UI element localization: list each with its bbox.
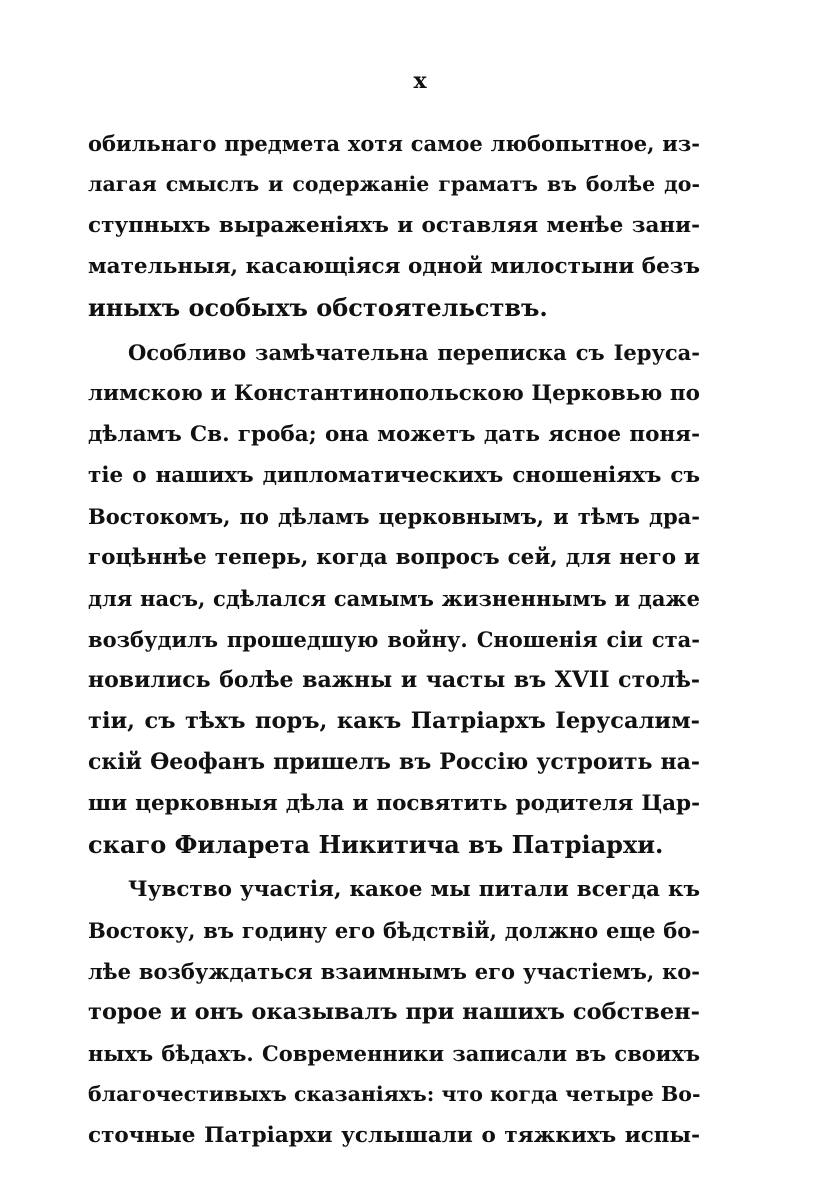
text-line: Востокомъ, по дѣламъ церковнымъ, и тѣмъ дра- xyxy=(88,504,700,529)
text-line: Востоку, въ годину его бѣдствій, должно еще бо- xyxy=(88,918,700,943)
text-line: гоцѣннѣе теперь, когда вопросъ сей, для него и xyxy=(88,545,700,570)
text-line: обильнаго предмета хотя самое любопытное, из- xyxy=(88,131,700,156)
text-line: для насъ, сдѣлался самымъ жизненнымъ и даже xyxy=(88,586,700,611)
paragraph xyxy=(88,869,700,1156)
text-line: тіе о нашихъ дипломатическихъ сношеніяхъ съ xyxy=(88,463,700,488)
text-line: тіи, съ тѣхъ поръ, какъ Патріархъ Іерусалим- xyxy=(88,708,700,734)
text-line: возбудилъ прошедшую войну. Сношенія сіи ста- xyxy=(88,627,700,652)
text-line: Особливо замѣчательна переписка съ Іеруса- xyxy=(128,340,700,365)
text-line: иныхъ особыхъ обстоятельствъ. xyxy=(88,293,548,322)
text-line: лагая смыслъ и содержаніе граматъ въ болѣе до- xyxy=(88,172,700,196)
text-line: новились болѣе важны и часты въ XVII столѣ- xyxy=(88,667,700,693)
text-line: сточные Патріархи услышали о тяжкихъ испы- xyxy=(88,1123,700,1148)
text-line: ступныхъ выраженіяхъ и оставляя менѣе зани- xyxy=(88,213,700,238)
text-line: лѣе возбуждаться взаимнымъ его участіемъ, ко- xyxy=(88,959,700,984)
text-line: лимскою и Константинопольскою Церковью по xyxy=(88,381,700,406)
text-line: мательныя, касающіяся одной милостыни безъ xyxy=(88,254,700,279)
text-line: благочестивыхъ сказаніяхъ: что когда четыре Во- xyxy=(88,1082,701,1106)
paragraph xyxy=(88,123,700,328)
text-line: дѣламъ Св. гроба; она можетъ дать ясное поня- xyxy=(88,422,700,447)
text-line: ши церковныя дѣла и посвятить родителя Цар- xyxy=(88,791,700,816)
text-line: торое и онъ оказывалъ при нашихъ собствен- xyxy=(88,999,700,1025)
text-line: Чувство участія, какое мы питали всегда къ xyxy=(128,877,700,902)
text-line: скій Ѳеофанъ пришелъ въ Россію устроить на- xyxy=(88,749,700,775)
text-line: скаго Филарета Никитича въ Патріархи. xyxy=(88,830,664,859)
page-text xyxy=(88,123,700,1156)
paragraph xyxy=(88,332,700,865)
text-line: ныхъ бѣдахъ. Современники записали въ своихъ xyxy=(88,1041,700,1066)
page-number: x xyxy=(413,68,427,94)
